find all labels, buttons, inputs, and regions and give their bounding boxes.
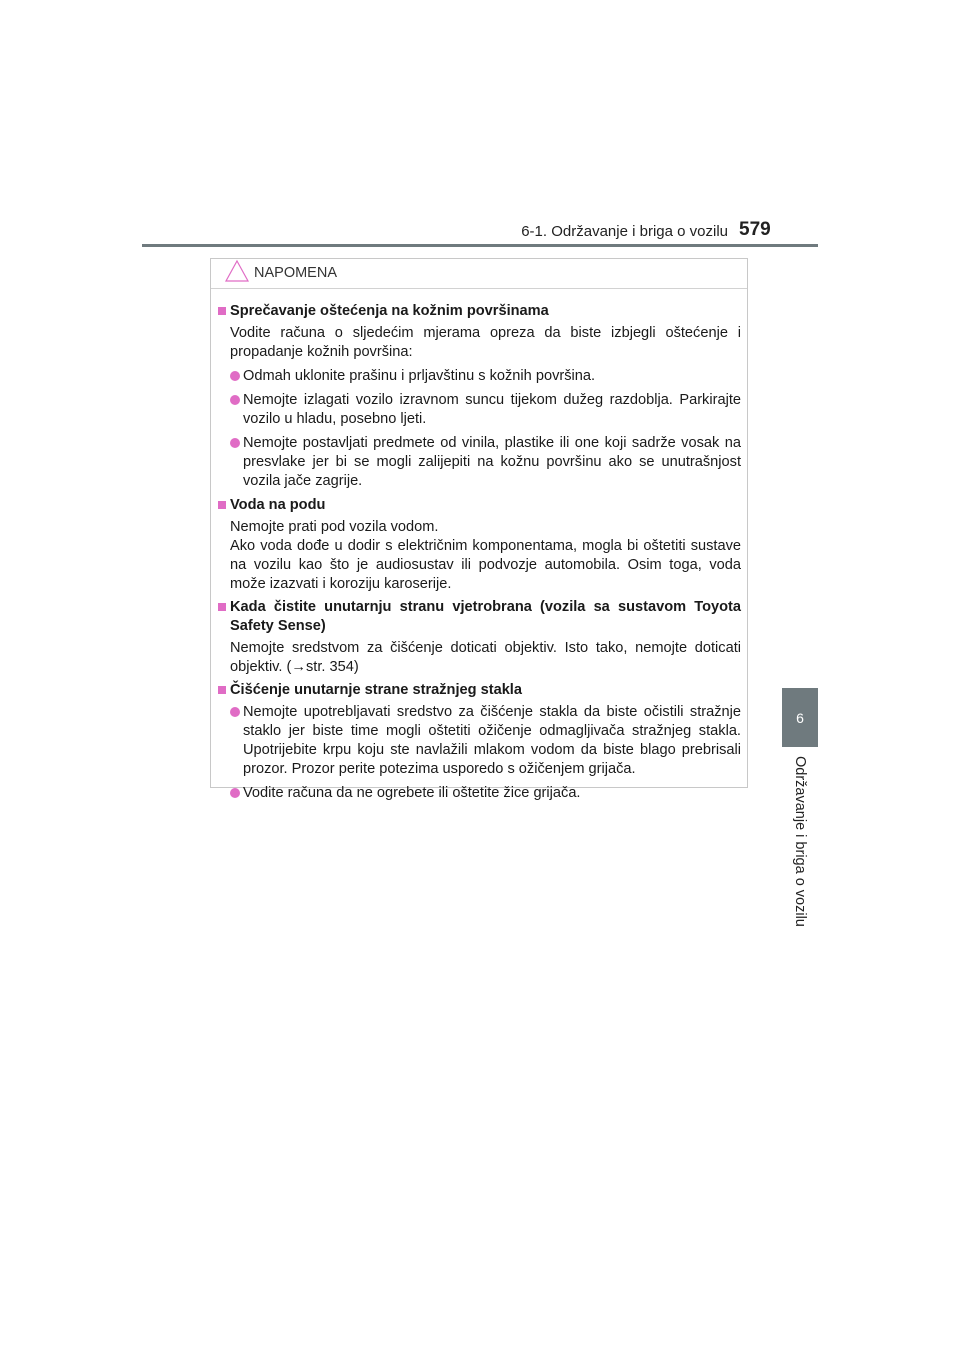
circle-bullet-icon: [230, 788, 240, 798]
section-paragraph: Ako voda dođe u dodir s električnim komponentama, mogla bi oštetiti sustave na vozilu kao što je audiosustav ili podvozje automobila. Osim toga, voda može izazvati i koroziju karoserije.: [230, 538, 741, 592]
list-item: Vodite računa da ne ogrebete ili oštetite žice grijača.: [218, 784, 741, 803]
section-paragraph: Nemojte sredstvom za čišćenje doticati objektiv. Isto tako, nemojte doticati objektiv. (→str. 354): [230, 640, 741, 675]
section-paragraph: Nemojte prati pod vozila vodom.: [230, 519, 439, 535]
notice-section: [218, 598, 741, 677]
chapter-side-label: Održavanje i briga o vozilu: [792, 756, 808, 927]
section-heading: Čišćenje unutarnje strane stražnjeg stakla: [218, 681, 741, 700]
square-bullet-icon: [218, 501, 226, 509]
square-bullet-icon: [218, 686, 226, 694]
section-title: 6-1. Održavanje i briga o vozilu: [521, 223, 728, 240]
notice-section: [218, 302, 741, 491]
notice-body: [211, 289, 747, 803]
section-heading: Sprečavanje oštećenja na kožnim površinama: [218, 302, 741, 321]
warning-triangle-icon: [224, 259, 250, 283]
circle-bullet-icon: [230, 707, 240, 717]
notice-box: [210, 258, 748, 801]
notice-section: [218, 681, 741, 803]
list-item: Nemojte postavljati predmete od vinila, plastike ili one koji sadrže vosak na presvlake jer bi se mogli zalijepiti na kožnu površinu ako se unutrašnjost vozila jače zagrije.: [218, 434, 741, 491]
circle-bullet-icon: [230, 438, 240, 448]
circle-bullet-icon: [230, 395, 240, 405]
list-item: Nemojte upotrebljavati sredstvo za čišćenje stakla da biste očistili stražnje staklo jer biste time mogli oštetiti ožičenje odmagljivača stražnjeg stakla. Upotrijebite krpu koju ste navlažili mlakom vodom da biste blago prebrisali prozor. Prozor perite potezima usporedo s ožičenjem grijača.: [218, 703, 741, 779]
notice-header: [211, 259, 747, 289]
section-heading: Voda na podu: [218, 496, 741, 515]
section-paragraph: Vodite računa o sljedećim mjerama opreza da biste izbjegli oštećenje i propadanje kožnih površina:: [230, 325, 741, 360]
page-number: 579: [739, 219, 771, 240]
circle-bullet-icon: [230, 371, 240, 381]
page-header: [0, 0, 960, 250]
list-item: Nemojte izlagati vozilo izravnom suncu tijekom dužeg razdoblja. Parkirajte vozilo u hladu, posebno ljeti.: [218, 391, 741, 429]
square-bullet-icon: [218, 603, 226, 611]
header-divider: [142, 244, 818, 247]
square-bullet-icon: [218, 307, 226, 315]
notice-section: [218, 496, 741, 594]
list-item: Odmah uklonite prašinu i prljavštinu s kožnih površina.: [218, 367, 741, 386]
section-heading: Kada čistite unutarnju stranu vjetrobrana (vozila sa sustavom Toyota Safety Sense): [218, 598, 741, 636]
chapter-tab: [782, 688, 818, 747]
notice-title: NAPOMENA: [254, 265, 337, 281]
chapter-number: 6: [796, 709, 804, 726]
